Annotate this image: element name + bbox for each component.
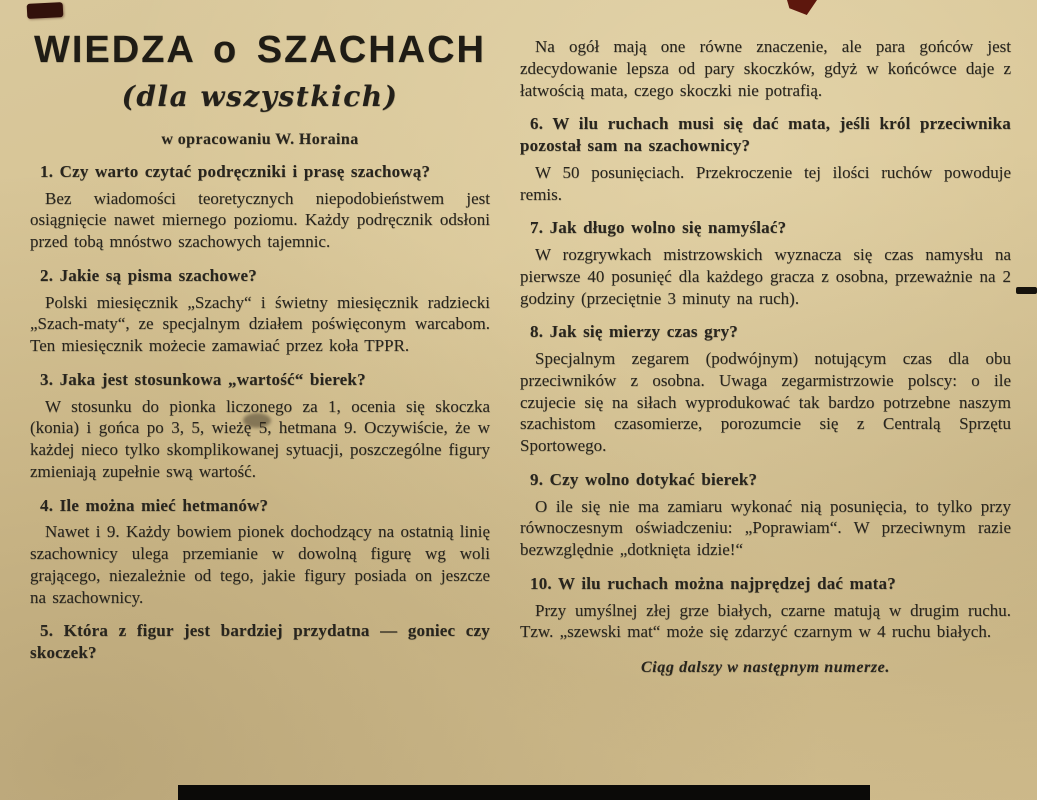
answer: Bez wiadomości teoretycznych niepodobieństwem jest osiągnięcie nawet miernego poziomu. Każdy podręcznik odsłoni przed tobą mnóstwo szachowych tajemnic.	[30, 188, 490, 252]
page-title: WIEDZA o SZACHACH	[34, 29, 486, 71]
ink-smudge	[243, 413, 271, 428]
qa-item-8	[520, 321, 1011, 457]
question: 4. Ile można mieć hetmanów?	[40, 495, 269, 515]
answer: Specjalnym zegarem (podwójnym) notującym czas dla obu przeciwników z osobna. Uwaga zegarmistrzowie polscy: o ile czujecie się na siłach wyprodukować tak bardzo potrzebne naszym szachistom czasomierze, porozumcie się z Centralą Sprzętu Sportowego.	[520, 349, 1011, 455]
answer: W rozgrywkach mistrzowskich wyznacza się czas namysłu na pierwsze 40 posunięć dla każdego gracza z osobna, przeważnie na 2 godziny (przeciętnie 3 minuty na ruch).	[520, 245, 1011, 308]
qa-item-1	[30, 161, 490, 253]
answer: Na ogół mają one równe znaczenie, ale para gońców jest zdecydowanie lepsza od pary skoczków, gdyż w końcówce daje z łatwością mata, czego skoczki nie potrafią.	[520, 37, 1011, 100]
question: 9. Czy wolno dotykać bierek?	[530, 469, 758, 489]
qa-item-6	[520, 113, 1011, 205]
answer: W 50 posunięciach. Przekroczenie tej ilości ruchów powoduje remis.	[520, 162, 1011, 204]
byline: w opracowaniu W. Horaina	[161, 130, 359, 148]
qa-item-9	[520, 469, 1011, 561]
question: 2. Jakie są pisma szachowe?	[40, 265, 257, 285]
page-subtitle: (dla wszystkich)	[121, 79, 399, 113]
answer: Przy umyślnej złej grze białych, czarne matują w drugim ruchu. Tzw. „szewski mat“ może się zdarzyć czarnym w 4 ruchu białych.	[520, 600, 1011, 642]
question: 1. Czy warto czytać podręczniki i prasę szachową?	[40, 161, 431, 181]
qa-item-5	[30, 620, 490, 664]
ink-mark-right-edge	[1016, 287, 1037, 294]
continuation-note: Ciąg dalszy w następnym numerze.	[640, 659, 890, 676]
answer: O ile się nie ma zamiaru wykonać nią posunięcia, to tylko przy równoczesnym oświadczeniu: „Poprawiam“. W przeciwnym razie bezwzględnie „dotknięta idzie!“	[520, 496, 1011, 559]
question: 10. W ilu ruchach można najprędzej dać mata?	[530, 573, 896, 593]
qa-item-2	[30, 265, 490, 357]
bottom-black-bar	[178, 785, 870, 800]
qa-item-10	[520, 573, 1011, 643]
question: 8. Jak się mierzy czas gry?	[530, 322, 739, 342]
qa-item-7	[520, 217, 1011, 309]
answer: W stosunku do pionka liczonego za 1, ocenia się skoczka (konia) i gońca po 3, 5, wieżę 5, hetmana 9. Oczywiście, że w każdej nieco tylko skomplikowanej sytuacji, poszczególne figury zmieniają zupełnie swą wartość.	[30, 396, 490, 481]
ink-mark-top-left	[27, 2, 64, 19]
answer: Nawet i 9. Każdy bowiem pionek dochodzący na ostatnią linię szachownicy ulega przemianie w dowolną figurę wg woli grającego, niezależnie od tego, jakie figury posiada on jeszcze na szachownicy.	[30, 522, 490, 607]
masthead	[30, 30, 490, 149]
qa-item-5-continued	[520, 36, 1011, 101]
question: 6. W ilu ruchach musi się dać mata, jeśli król przeciwnika pozostał sam na szachownicy?	[520, 114, 1011, 155]
right-column	[520, 30, 1011, 800]
answer: Polski miesięcznik „Szachy“ i świetny miesięcznik radziecki „Szach-maty“, ze specjalnym działem poświęconym warcabom. Ten miesięcznik możecie zamawiać przez koła TPPR.	[30, 292, 490, 356]
qa-item-4	[30, 495, 490, 609]
question: 7. Jak długo wolno się namyślać?	[530, 218, 787, 238]
question: 3. Jaka jest stosunkowa „wartość“ bierek?	[40, 369, 366, 389]
question: 5. Która z figur jest bardziej przydatna — goniec czy skoczek?	[30, 621, 490, 663]
